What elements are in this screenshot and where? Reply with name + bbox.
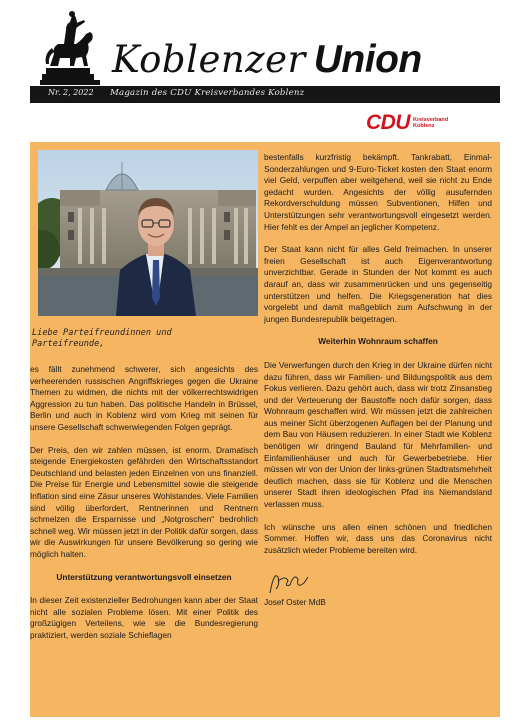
title-union: Union <box>313 38 422 81</box>
paragraph: Ich wünsche uns allen einen schönen und friedlichen Sommer. Hoffen wir, dass uns das Coronavirus nicht zusätzlich wieder Probleme bereiten wird. <box>264 521 492 555</box>
left-column <box>30 364 258 652</box>
cdu-logo-subtext: Kreisverband Koblenz <box>413 117 449 129</box>
article-panel <box>30 142 500 717</box>
greeting: Liebe Parteifreundinnen und Parteifreunde, <box>32 328 172 349</box>
cdu-logo <box>366 111 448 135</box>
cdu-logo-text: CDU <box>366 111 410 134</box>
paragraph: In dieser Zeit existenzieller Bedrohungen kann aber der Staat nicht alle sozialen Probleme lösen. Mit einer Politik des großzügigen Verteilens, wie sie die Bundesregierung praktiziert, werden soziale Schieflagen <box>30 595 258 640</box>
paragraph: Der Staat kann nicht für alles Geld freimachen. In unserer freien Gesellschaft ist auch Eigenverantwortung unverzichtbar. Gerade in Stunden der Not kommt es auch darauf an, dass wir zusammenrücken und uns gegenseitig unterstützen und helfen. Die Kriegsgeneration hat dies vorgelebt und damit maßgeblich zum Aufschwung in der jungen Bundesrepublik beigetragen. <box>264 244 492 324</box>
issue-number: Nr. 2, 2022 <box>48 88 94 97</box>
handwritten-signature <box>264 567 324 597</box>
signature-block <box>264 567 492 613</box>
magazine-title <box>112 38 422 84</box>
paragraph: es fällt zunehmend schwerer, sich angesichts des verheerenden russischen Angriffskrieges gegen die Ukraine Themen zu widmen, die nichts mit der völkerrechtswidrigen Aggression zu tun haben. Das politische Handeln in Brüssel, Berlin und auch in Koblenz wird vom Krieg mit seinen für unsere Gesellschaft schwerwiegenden Folgen geprägt. <box>30 364 258 432</box>
signature-name: Josef Oster MdB <box>264 597 326 608</box>
paragraph: Die Verwerfungen durch den Krieg in der Ukraine dürfen nicht dazu führen, dass wir Familien- und Bildungspolitik aus dem Fokus verlieren. Dazu gehört auch, dass wir trotz Zinsanstieg und der Verteuerung der Baustoffe noch dafür sorgen, dass Wohnraum geschaffen wird. Wir müssen jetzt die zahlreichen aus meiner Sicht überzogenen Auflagen bei der Planung und dem Bau von Häusern reduzieren. In einer Stadt wie Koblenz benötigen wir dringend Bauland für Mehrfamilien- und Einfamilienhäuser und auch für Gewerbebetriebe. Hier müssen wir von der Union der links-grünen Stadtratsmehrheit deutlich machen, dass sie für Koblenz und die Menschen unserer Stadt ihren ideologischen Pfad ins Niemandsland verlassen muss. <box>264 359 492 510</box>
masthead <box>0 0 517 140</box>
equestrian-statue-logo <box>36 10 104 86</box>
paragraph: bestenfalls kurzfristig bekämpft. Tankrabatt, Einmal-Sonderzahlungen und 9-Euro-Ticket kosten den Staat enorm viel Geld, verpuffen aber weitgehend, weil sie nicht zu Ende gedacht wurden. Angesichts der völlig ausufernden Rekordverschuldung müssen Subventionen, Hilfen und Unterstützungen sehr verantwortungsvoll eingesetzt werden. Hier fehlt es der Ampel an jeglicher Kompetenz. <box>264 152 492 232</box>
magazine-subtitle: Magazin des CDU Kreisverbandes Koblenz <box>110 88 305 98</box>
portrait-photo <box>38 150 258 316</box>
section-heading: Weiterhin Wohnraum schaffen <box>318 336 438 347</box>
paragraph: Der Preis, den wir zahlen müssen, ist enorm. Dramatisch steigende Energiekosten gefährden den Wirtschaftsstandort Deutschland und belasten jeden Einzelnen von uns finanziell. Die Preise für Energie und Lebensmittel sowie die steigende Inflation sind eine Zäsur unseres Wohlstandes. Viele Familien sind völlig überfordert, Rentnerinnen und Rentnern schmelzen die Ersparnisse und „Notgroschen“ bedrohlich schnell weg. Wir müssen jetzt in der Politik dafür sorgen, dass wir die Auswirkungen für unsere Bevölkerung so gering wie möglich halten. <box>30 444 258 559</box>
section-heading: Unterstützung verantwortungsvoll einsetzen <box>56 571 232 582</box>
issue-band <box>30 86 500 103</box>
title-koblenzer: Koblenzer <box>112 38 306 81</box>
right-column <box>264 152 492 613</box>
